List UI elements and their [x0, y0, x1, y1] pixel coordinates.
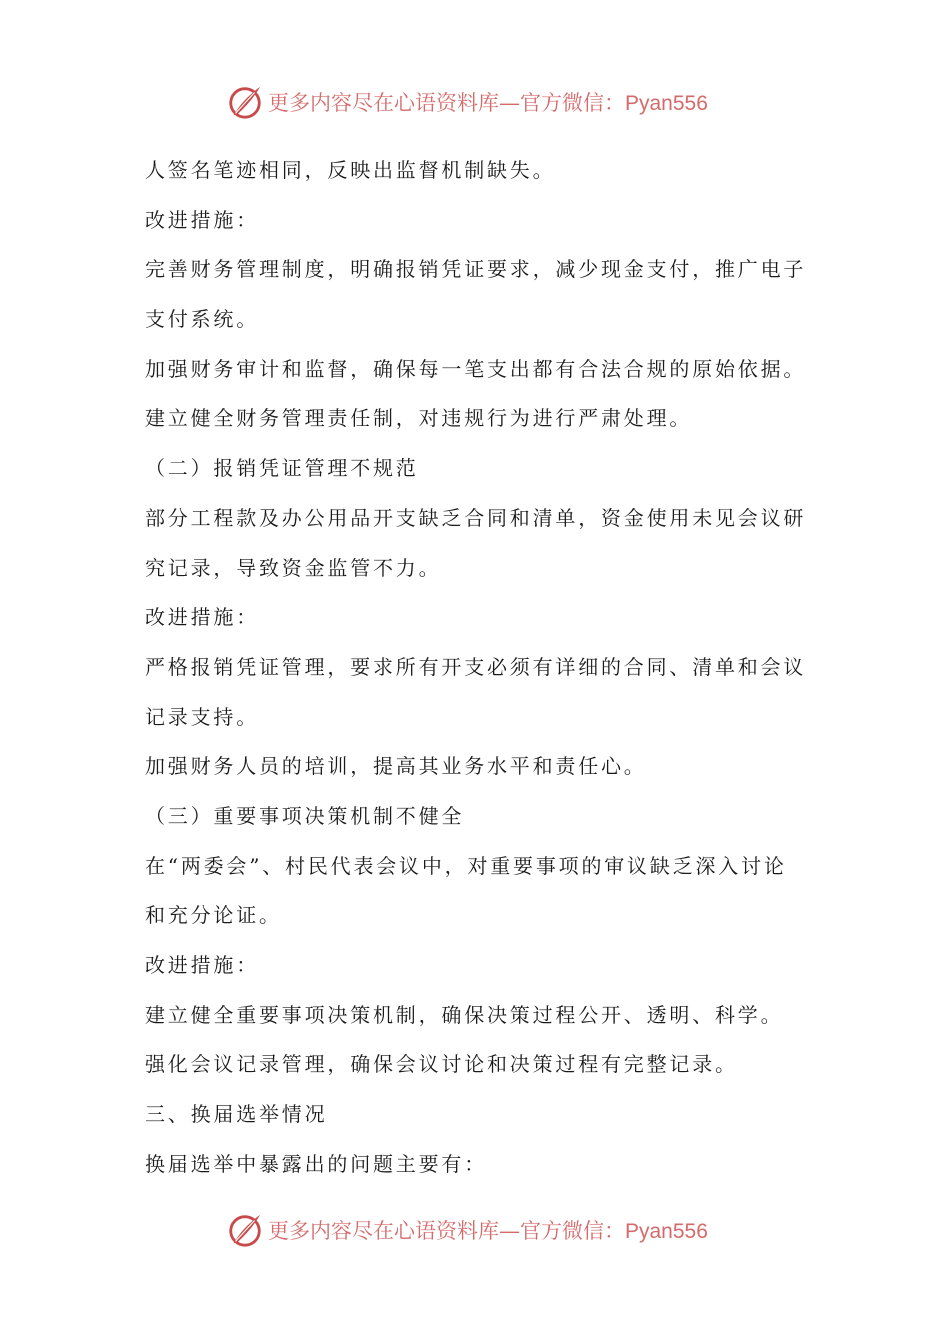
text-line: 建立健全财务管理责任制，对违规行为进行严肃处理。 [145, 406, 693, 431]
text-line: 支付系统。 [145, 307, 259, 332]
banner-text: 更多内容尽在心语资料库—官方微信：Pyan556 [268, 1219, 708, 1243]
wechat-id: Pyan556 [625, 1220, 708, 1243]
text-line: 改进措施： [145, 207, 259, 232]
quill-pen-logo-icon [226, 1211, 264, 1249]
document-body [145, 146, 810, 1189]
text-line: 强化会议记录管理，确保会议讨论和决策过程有完整记录。 [145, 1052, 738, 1077]
header-banner [226, 82, 708, 122]
text-line: 改进措施： [145, 605, 259, 630]
text-line: 在“两委会”、村民代表会议中，对重要事项的审议缺乏深入讨论 [145, 853, 787, 878]
footer-banner [226, 1210, 708, 1250]
text-line: 究记录，导致资金监管不力。 [145, 555, 442, 580]
banner-text: 更多内容尽在心语资料库—官方微信：Pyan556 [268, 91, 708, 115]
text-line: 改进措施： [145, 953, 259, 977]
text-line: 加强财务审计和监督，确保每一笔支出都有合法合规的原始依据。 [145, 356, 807, 381]
wechat-id: Pyan556 [625, 92, 708, 115]
text-line: 人签名笔迹相同，反映出监督机制缺失。 [145, 158, 556, 182]
section-heading: （二）报销凭证管理不规范 [145, 456, 419, 481]
text-line: 建立健全重要事项决策机制，确保决策过程公开、透明、科学。 [145, 1002, 784, 1027]
text-line: 严格报销凭证管理，要求所有开支必须有详细的合同、清单和会议 [145, 654, 807, 679]
text-line: 换届选举中暴露出的问题主要有： [145, 1151, 487, 1176]
section-heading: 三、换届选举情况 [145, 1102, 328, 1127]
section-heading: （三）重要事项决策机制不健全 [145, 803, 465, 828]
text-line: 和充分论证。 [145, 903, 282, 928]
text-line: 完善财务管理制度，明确报销凭证要求，减少现金支付，推广电子 [145, 257, 807, 282]
text-line: 记录支持。 [145, 704, 259, 729]
text-line: 加强财务人员的培训，提高其业务水平和责任心。 [145, 754, 647, 779]
text-line: 部分工程款及办公用品开支缺乏合同和清单，资金使用未见会议研 [145, 505, 807, 530]
quill-pen-logo-icon [226, 83, 264, 121]
